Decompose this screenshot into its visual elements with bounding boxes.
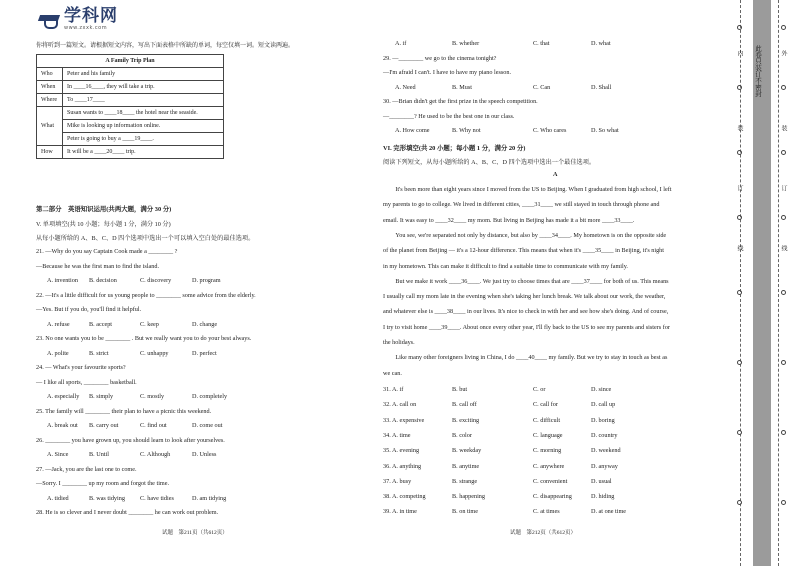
option: D. come out <box>192 422 223 429</box>
question-line: 29. —________ we go to the cinema tonight? <box>383 54 497 62</box>
option: B. call off <box>452 401 477 409</box>
passage-line: email. It was easy to ____32____ my mom. But living in Beijing has made it a bit more ____33____. <box>383 216 635 224</box>
option: C. Although <box>140 451 171 458</box>
option: D. am tidying <box>192 494 227 502</box>
option: C. that <box>533 40 550 47</box>
section-five-heading: V. 单项填空(共 10 小题；每小题 1 分，满分 10 分) <box>36 221 171 228</box>
option: C. anywhere <box>533 462 565 470</box>
question-line: 22. —It's a little difficult for us young people to ________ some advice from the elderly. <box>36 291 256 299</box>
option: B. exciting <box>452 416 480 424</box>
question-line: 28. He is so clever and I never doubt ________ he can work out problem. <box>36 509 219 516</box>
table-title: A Family Trip Plan <box>37 55 224 68</box>
trip-plan-table <box>36 54 224 159</box>
option: C. unhappy <box>140 349 169 357</box>
row-label: When <box>37 81 63 94</box>
question-line: — I like all sports, ________ basketball. <box>36 378 137 386</box>
option: 32. A. call on <box>383 401 417 409</box>
option: 33. A. expensive <box>383 416 425 424</box>
option: D. So what <box>591 127 619 134</box>
question-line: 21. —Why do you say Captain Cook made a ________ ? <box>36 248 178 255</box>
passage-line: my parents to go to college. We lived in different cities, ____31____ we still stayed in touch through phone and <box>383 201 660 209</box>
option: B. strict <box>89 349 109 357</box>
question-line: 27. —Jack, you are the last one to come. <box>36 465 137 473</box>
option: C. find out <box>140 422 167 429</box>
table-cell: It will be a ____20____ trip. <box>63 146 224 159</box>
binding-hole-circle <box>737 85 742 90</box>
row-label: Where <box>37 94 63 107</box>
binding-hole-circle <box>737 360 742 365</box>
option: D. weekend <box>591 447 621 455</box>
passage-line: You see, we're separated not only by distance, but also by ____34____. My hometown is on the opposite side <box>383 231 667 239</box>
option: A. Need <box>395 83 416 91</box>
logo <box>38 8 118 31</box>
option: B. strange <box>452 477 478 485</box>
option: C. at times <box>533 508 560 516</box>
margin-outer-char: 订 <box>780 185 787 191</box>
row-label: Who <box>37 68 63 81</box>
option: C. disappearing <box>533 493 572 501</box>
margin-outer-char: 装 <box>780 125 787 131</box>
option: B. but <box>452 386 468 393</box>
page-footer-left: 试题 第211页（共612页） <box>162 530 228 536</box>
binding-hole-circle <box>781 500 786 505</box>
option: 31. A. if <box>383 386 404 393</box>
option: B. accept <box>89 320 113 328</box>
section-six-instruction: 阅读下列短文，从每小题所给的 A、B、C、D 四个选项中选出一个最佳选项。 <box>383 159 596 166</box>
option: C. Can <box>533 83 551 91</box>
binding-hole-circle <box>781 150 786 155</box>
binding-hole-circle <box>737 290 742 295</box>
option: B. color <box>452 431 472 439</box>
section-six-heading: VI. 完形填空(共 20 小题；每小题 1 分，满分 20 分) <box>383 145 526 152</box>
binding-hole-circle <box>781 430 786 435</box>
option: C. or <box>533 386 546 393</box>
option: B. carry out <box>89 422 119 429</box>
option: 36. A. anything <box>383 462 422 470</box>
passage-line: It's been more than eight years since I moved from the US to Beijing. When I graduated from high school, I left <box>383 186 672 193</box>
passage-line: of the planet from Beijing — it's a 12-hour difference. This means that when it's ____35____ in Beijing, it's night <box>383 247 664 255</box>
option: B. whether <box>452 40 480 47</box>
option: 34. A. time <box>383 431 411 439</box>
option: D. anyway <box>591 462 618 470</box>
table-cell: To ____17____ <box>63 94 224 107</box>
question-line: 23. No one wants you to be ________ . But we really want you to do your best always. <box>36 335 252 342</box>
passage-line: we can. <box>383 369 402 377</box>
logo-name: 学科网 <box>64 6 118 26</box>
passage-line: I usually call my mom late in the evening when she's taking her lunch break. We talk about our work, the weather, <box>383 293 666 301</box>
question-line: —Because he was the first man to find the island. <box>36 262 160 270</box>
option: B. Why not <box>452 127 481 134</box>
passage-line: and whatever else is ____38____ in our lives. It's nice to check in with her and see how she's doing. And of course, <box>383 308 669 316</box>
binding-hole-circle <box>781 85 786 90</box>
question-line: —Sorry. I ________ up my room and forgot the time. <box>36 480 170 487</box>
passage-line: I try to visit home ____39____. About once every other year, I'll fly back to the US to see my parents and sisters for <box>383 323 670 331</box>
row-label: What <box>37 107 63 146</box>
option: C. have tidies <box>140 494 174 502</box>
option: 39. A. in time <box>383 508 417 516</box>
table-cell: In ____16____, they will take a trip. <box>63 81 224 94</box>
option: D. hiding <box>591 493 615 501</box>
option: A. refuse <box>47 320 70 328</box>
option: C. discovery <box>140 277 172 284</box>
option: D. what <box>591 40 611 47</box>
option: A. How come <box>395 127 430 134</box>
option: 38. A. competing <box>383 493 426 501</box>
option: 35. A. evening <box>383 447 420 455</box>
option: A. polite <box>47 349 69 357</box>
option: A. tidied <box>47 494 69 502</box>
row-label: How <box>37 146 63 159</box>
option: C. difficult <box>533 416 561 424</box>
table-cell: Susan wants to ____18____ the hotel near the seaside. <box>63 107 224 120</box>
question-line: —Yes. But if you do, you'll find it helpful. <box>36 306 142 313</box>
question-line: 30. —Brian didn't get the first prize in the speech competition. <box>383 98 538 105</box>
margin-inner-char: 装 <box>736 125 743 131</box>
binding-margin <box>732 0 800 566</box>
option: A. if <box>395 40 407 47</box>
table-cell: Peter and his family <box>63 68 224 81</box>
option: A. break out <box>47 422 78 429</box>
option: A. Since <box>47 451 69 458</box>
cut-line-inner <box>778 0 779 566</box>
option: C. language <box>533 431 563 439</box>
option: C. Who cares <box>533 127 567 134</box>
option: B. Until <box>89 451 109 458</box>
option: B. anytime <box>452 462 480 470</box>
passage-line: Like many other foreigners living in China, I do ____40____ my family. But we try to stay in touch as best as <box>383 354 668 362</box>
binding-hole-circle <box>737 25 742 30</box>
binding-hole-circle <box>737 500 742 505</box>
seal-band-text: 此卷只装订不密封 <box>754 45 762 97</box>
passage-line: in my hometown. This can make it difficult to find a suitable time to communicate with my family. <box>383 262 628 270</box>
margin-inner-char: 订 <box>736 185 743 191</box>
option: D. Unless <box>192 451 217 458</box>
margin-inner-char: 内 <box>736 50 743 56</box>
margin-outer-char: 线 <box>780 245 787 251</box>
option: 37. A. busy <box>383 477 412 485</box>
option: D. country <box>591 431 618 439</box>
option: B. on time <box>452 508 478 516</box>
table-cell: Mike is looking up information online. <box>63 120 224 133</box>
option: C. convenient <box>533 477 568 485</box>
option: D. perfect <box>192 349 217 357</box>
option: C. call for <box>533 401 558 409</box>
passage-line: the holidays. <box>383 339 415 346</box>
question-line: 26. ________ you have grown up, you should learn to look after yourselves. <box>36 436 225 444</box>
graduation-cap-icon <box>38 11 60 29</box>
option: B. happening <box>452 493 485 501</box>
part-two-heading: 第二部分 英语知识运用(共两大题，满分 30 分) <box>36 206 172 213</box>
listening-intro: 你将听到一篇短文。请根据短文内容，写出下面表格中所缺的单词，每空仅填一词。短文读两遍。 <box>36 43 295 49</box>
logo-url: www.zxxk.com <box>64 25 108 31</box>
option: B. weekday <box>452 447 482 455</box>
question-line: —I'm afraid I can't. I have to have my piano lesson. <box>383 69 512 76</box>
option: C. morning <box>533 447 562 455</box>
option: D. call up <box>591 401 616 409</box>
option: D. usual <box>591 477 612 485</box>
binding-hole-circle <box>737 215 742 220</box>
binding-hole-circle <box>737 430 742 435</box>
option: D. Shall <box>591 83 612 91</box>
option: D. boring <box>591 416 615 424</box>
option: B. was tidying <box>89 494 125 502</box>
option: D. at one time <box>591 508 627 516</box>
question-line: 25. The family will ________ their plan to have a picnic this weekend. <box>36 407 212 415</box>
binding-hole-circle <box>781 290 786 295</box>
option: C. mostly <box>140 393 165 400</box>
option: D. change <box>192 320 218 328</box>
passage-label: A <box>553 171 558 178</box>
binding-hole-circle <box>737 150 742 155</box>
option: C. keep <box>140 320 159 328</box>
option: B. decision <box>89 277 117 284</box>
passage-line: But we make it work ____36____. We just try to choose times that are ____37____ for both of us. This means <box>383 277 669 285</box>
binding-hole-circle <box>781 25 786 30</box>
margin-outer-char: 外 <box>780 50 787 56</box>
table-cell: Peter is going to buy a ____19____. <box>63 133 224 146</box>
option: D. program <box>192 277 221 284</box>
margin-inner-char: 线 <box>736 245 743 251</box>
option: D. since <box>591 386 612 393</box>
question-line: 24. — What's your favourite sports? <box>36 364 126 371</box>
page-footer-right: 试题 第212页（共612页） <box>510 530 577 536</box>
section-five-instruction: 从每小题所给的 A、B、C、D 四个选项中选出一个可以填入空白处的最佳选项。 <box>36 235 255 242</box>
binding-hole-circle <box>781 360 786 365</box>
question-line: —________? He used to be the best one in our class. <box>383 112 515 120</box>
option: A. invention <box>47 277 78 284</box>
option: D. completely <box>192 393 228 400</box>
option: B. simply <box>89 393 114 400</box>
option: B. Must <box>452 83 472 91</box>
binding-hole-circle <box>781 215 786 220</box>
option: A. especially <box>47 393 80 400</box>
